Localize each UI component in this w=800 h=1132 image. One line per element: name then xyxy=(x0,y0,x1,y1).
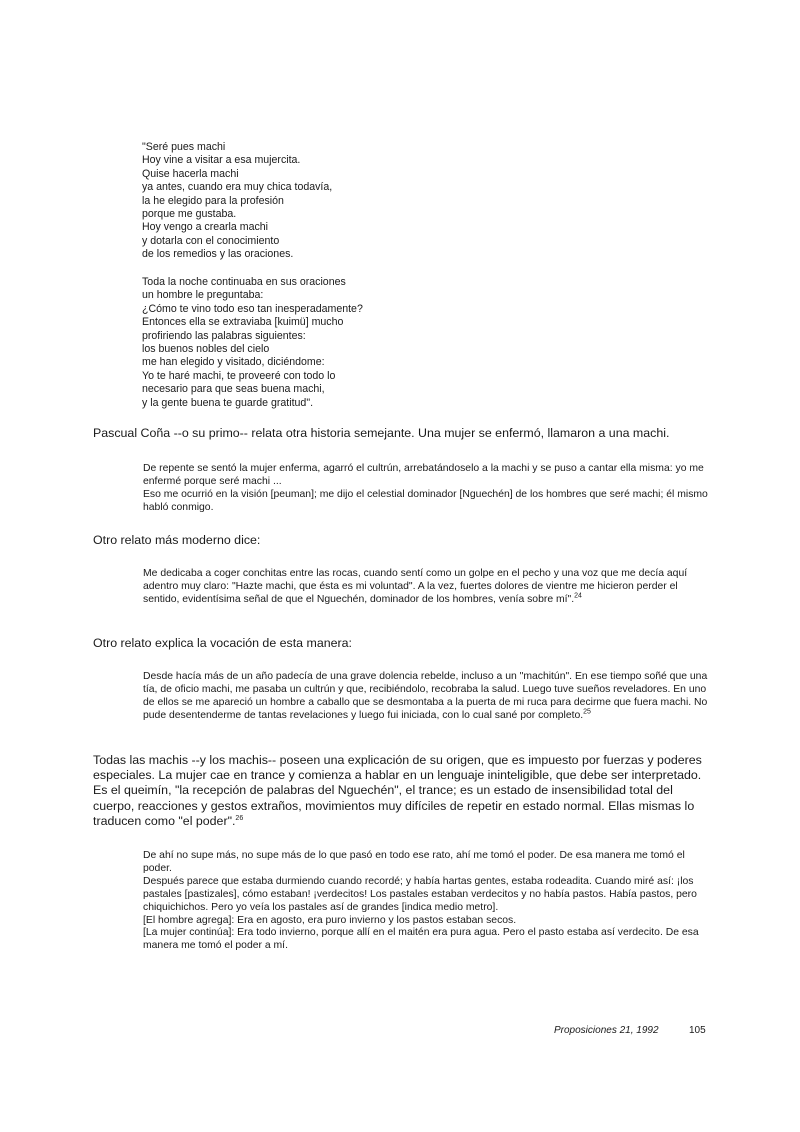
block-quote-2 xyxy=(143,568,711,607)
quote-paragraph: De repente se sentó la mujer enferma, agarró el cultrún, arrebatándoselo a la machi y se puso a cantar ella misma: yo me enfermé porque seré machi ... xyxy=(143,463,704,487)
quote-text: Me dedicaba a coger conchitas entre las rocas, cuando sentí como un golpe en el pecho y una voz que me decía aquí adentro muy claro: "Hazte machi, que ésta es mi voluntad". A la vez, fuertes dolores de vientre me hicieron perder el sentido, evidentísima señal de que el Nguechén, dominador de los hombres, venía sobre mí". xyxy=(143,568,688,605)
footnote-ref: 25 xyxy=(583,708,591,716)
body-paragraph: Otro relato explica la vocación de esta manera: xyxy=(93,636,352,650)
poem-line: Yo te haré machi, te proveeré con todo lo xyxy=(142,369,336,382)
poem-line: los buenos nobles del cielo xyxy=(142,343,270,356)
quote-text: Desde hacía más de un año padecía de una grave dolencia rebelde, incluso a un "machitún". En ese tiempo soñé que una tía, de oficio machi, me pasaba un cultrún y que, recibiéndolo, recobraba la salud. Luego tuve sueños reveladores. En uno de ellos se me apareció un hombre a caballo que se desmontaba a la puerta de mi ruca para decirme que fuera machi. No pude desentenderme de tantas revelaciones y luego fui iniciada, con lo cual sané por completo. xyxy=(143,671,708,721)
quote-paragraph: De ahí no supe más, no supe más de lo que pasó en todo ese rato, ahí me tomó el poder. De esa manera me tomó el poder. xyxy=(143,850,685,874)
page-number: 105 xyxy=(689,1025,706,1036)
quote-paragraph: Eso me ocurrió en la visión [peuman]; me dijo el celestial dominador [Nguechén] de los hombres que seré machi; él mismo habló conmigo. xyxy=(143,488,708,513)
block-quote-4 xyxy=(143,850,711,953)
quote-paragraph xyxy=(143,671,711,723)
body-paragraph xyxy=(93,753,715,829)
poem-line: ya antes, cuando era muy chica todavía, xyxy=(142,181,333,194)
poem-line: un hombre le preguntaba: xyxy=(142,289,264,302)
quote-paragraph xyxy=(143,568,711,607)
poem-line: Toda la noche continuaba en sus oraciones xyxy=(142,276,346,288)
poem-line: "Seré pues machi xyxy=(142,141,226,153)
poem-line: profiriendo las palabras siguientes: xyxy=(142,329,306,342)
poem-line: me han elegido y visitado, diciéndome: xyxy=(142,356,325,369)
footnote-ref: 24 xyxy=(574,592,582,600)
poem-line: la he elegido para la profesión xyxy=(142,194,284,207)
paragraph-text: Todas las machis --y los machis-- poseen una explicación de su origen, que es impuesto por fuerzas y poderes especiales. La mujer cae en trance y comienza a hablar en un lenguaje ininteligible, que debe ser interpretado. Es el queimín, "la recepción de palabras del Nguechén", el trance; es un estado de insensibilidad total del cuerpo, reacciones y gestos extraños, movimientos muy difíciles de repetir en estado normal. Ellas mismas lo traducen como "el poder". xyxy=(93,753,702,828)
quote-paragraph: Después parece que estaba durmiendo cuando recordé; y había hartas gentes, estaba rodeadita. Cuando miré así: ¡los pastales [pastizales], cómo estaban! ¡verdecitos! Los pastales estaban verdecitos y no había pastos. Había pastos, pero chiquichichos. Pero yo veía los pastales así de grandes [indica medio metro]. xyxy=(143,875,697,913)
footnote-ref: 26 xyxy=(235,814,244,822)
poem-line: y la gente buena te guarde gratitud". xyxy=(142,396,314,409)
poem-line: de los remedios y las oraciones. xyxy=(142,248,294,261)
body-paragraph: Otro relato más moderno dice: xyxy=(93,533,261,547)
poem-line: Hoy vine a visitar a esa mujercita. xyxy=(142,154,301,167)
journal-citation: Proposiciones 21, 1992 xyxy=(554,1025,659,1036)
block-quote-3 xyxy=(143,671,711,723)
quote-paragraph: [El hombre agrega]: Era en agosto, era puro invierno y los pastos estaban secos. xyxy=(143,914,517,926)
poem-line: Quise hacerla machi xyxy=(142,167,239,180)
poem-line: Hoy vengo a crearla machi xyxy=(142,221,269,234)
poem-stanza-1 xyxy=(142,141,562,262)
block-quote-1 xyxy=(143,463,711,515)
poem-line: necesario para que seas buena machi, xyxy=(142,383,325,396)
poem-line: ¿Cómo te vino todo eso tan inesperadamente? xyxy=(142,302,363,315)
poem-line: porque me gustaba. xyxy=(142,208,237,221)
poem-stanza-2 xyxy=(142,276,562,410)
poem-line: Entonces ella se extraviaba [kuimü] mucho xyxy=(142,316,344,329)
poem-line: y dotarla con el conocimiento xyxy=(142,234,280,247)
quote-paragraph: [La mujer continúa]: Era todo invierno, porque allí en el maitén era pura agua. Pero el pasto estaba así verdecito. De esa manera me tomó el poder a mí. xyxy=(143,927,699,952)
body-paragraph: Pascual Coña --o su primo-- relata otra historia semejante. Una mujer se enfermó, llamaron a una machi. xyxy=(93,426,670,440)
